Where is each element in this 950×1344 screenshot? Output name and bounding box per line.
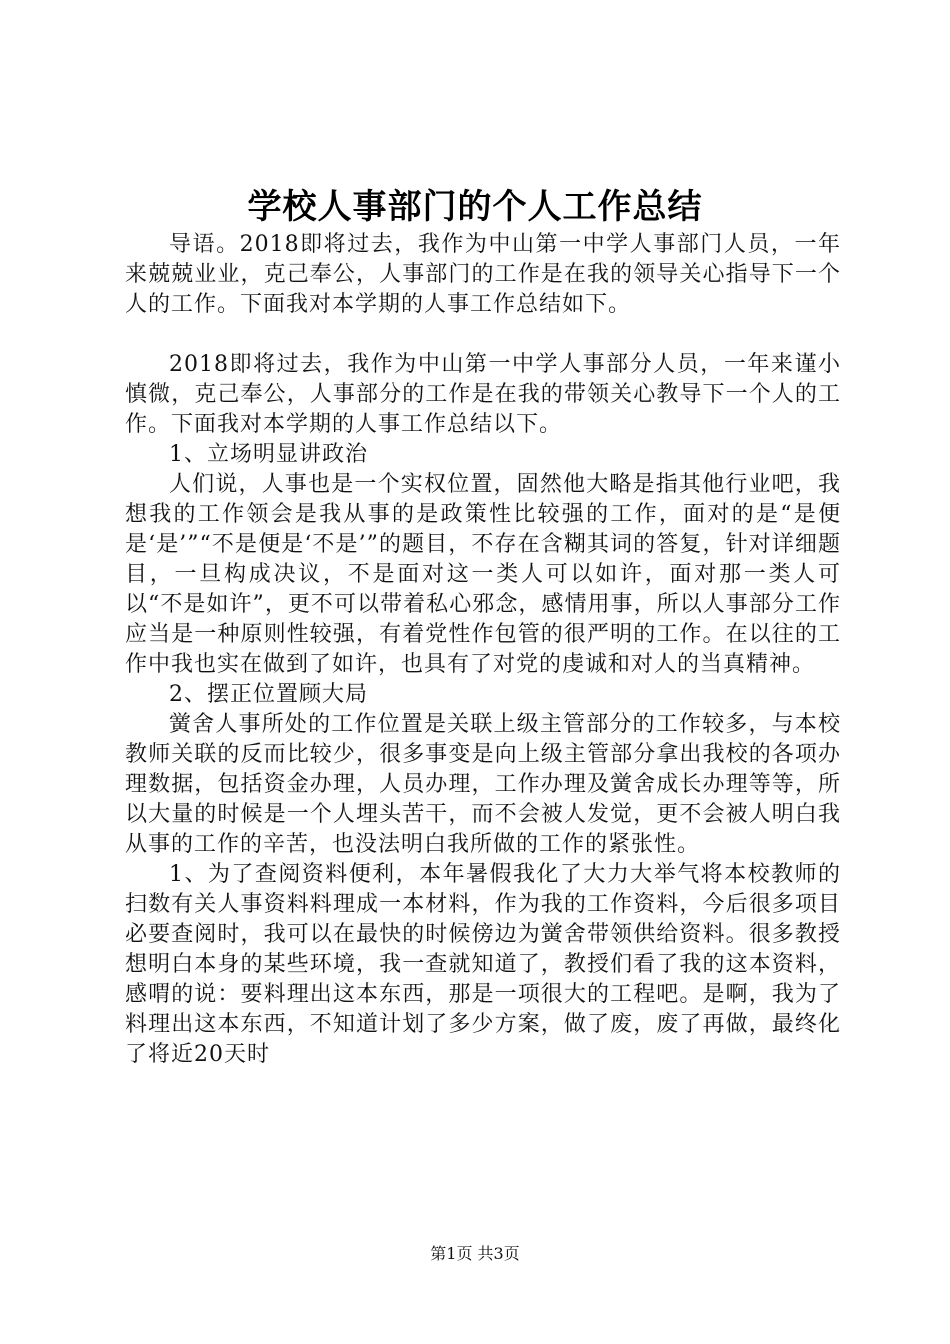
section-heading-1: 1、立场明显讲政治 (169, 442, 368, 467)
section-heading-2: 2、摆正位置顾大局 (169, 682, 368, 707)
summary-paragraph: 2018即将过去，我作为中山第一中学人事部分人员，一年来谨小慎微，克己奉公，人事部分的工作是在我的带领关心教导下一个人的工作。下面我对本学期的人事工作总结以下。 (125, 352, 841, 437)
numbered-paragraph-1: 1、为了查阅资料便利，本年暑假我化了大力大举气将本校教师的扫数有关人事资料料理成一本材料，作为我的工作资料，今后很多项目必要查阅时，我可以在最快的时候傍边为黉舍带领供给资料。很多教授想明白本身的某些环境，我一查就知道了，教授们看了我的这本资料，感喟的说：要料理出这本东西，那是一项很大的工程吧。是啊，我为了料理出这本东西，不知道计划了多少方案，做了废，废了再做，最终化了将近20天时 (125, 862, 841, 1067)
intro-paragraph: 导语。2018即将过去，我作为中山第一中学人事部门人员，一年来兢兢业业，克己奉公，人事部门的工作是在我的领导关心指导下一个人的工作。下面我对本学期的人事工作总结如下。 (125, 232, 841, 317)
section-paragraph-2: 黉舍人事所处的工作位置是关联上级主管部分的工作较多，与本校教师关联的反而比较少，很多事变是向上级主管部分拿出我校的各项办理数据，包括资金办理，人员办理，工作办理及黉舍成长办理等等，所以大量的时候是一个人埋头苦干，而不会被人发觉，更不会被人明白我从事的工作的辛苦，也没法明白我所做的工作的紧张性。 (125, 712, 841, 857)
document-body (125, 230, 841, 1070)
section-paragraph-1: 人们说，人事也是一个实权位置，固然他大略是指其他行业吧，我想我的工作领会是我从事的是政策性比较强的工作，面对的是“是便是‘是’”“不是便是‘不是’”的题目，不存在含糊其词的答复，针对详细题目，一旦构成决议，不是面对这一类人可以如许，面对那一类人可以“不是如许”，更不可以带着私心邪念，感情用事，所以人事部分工作应当是一种原则性较强，有着党性作包管的很严明的工作。在以往的工作中我也实在做到了如许，也具有了对党的虔诚和对人的当真精神。 (125, 472, 841, 677)
document-title: 学校人事部门的个人工作总结 (247, 187, 703, 227)
page-number: 第1页 共3页 (430, 1244, 520, 1263)
